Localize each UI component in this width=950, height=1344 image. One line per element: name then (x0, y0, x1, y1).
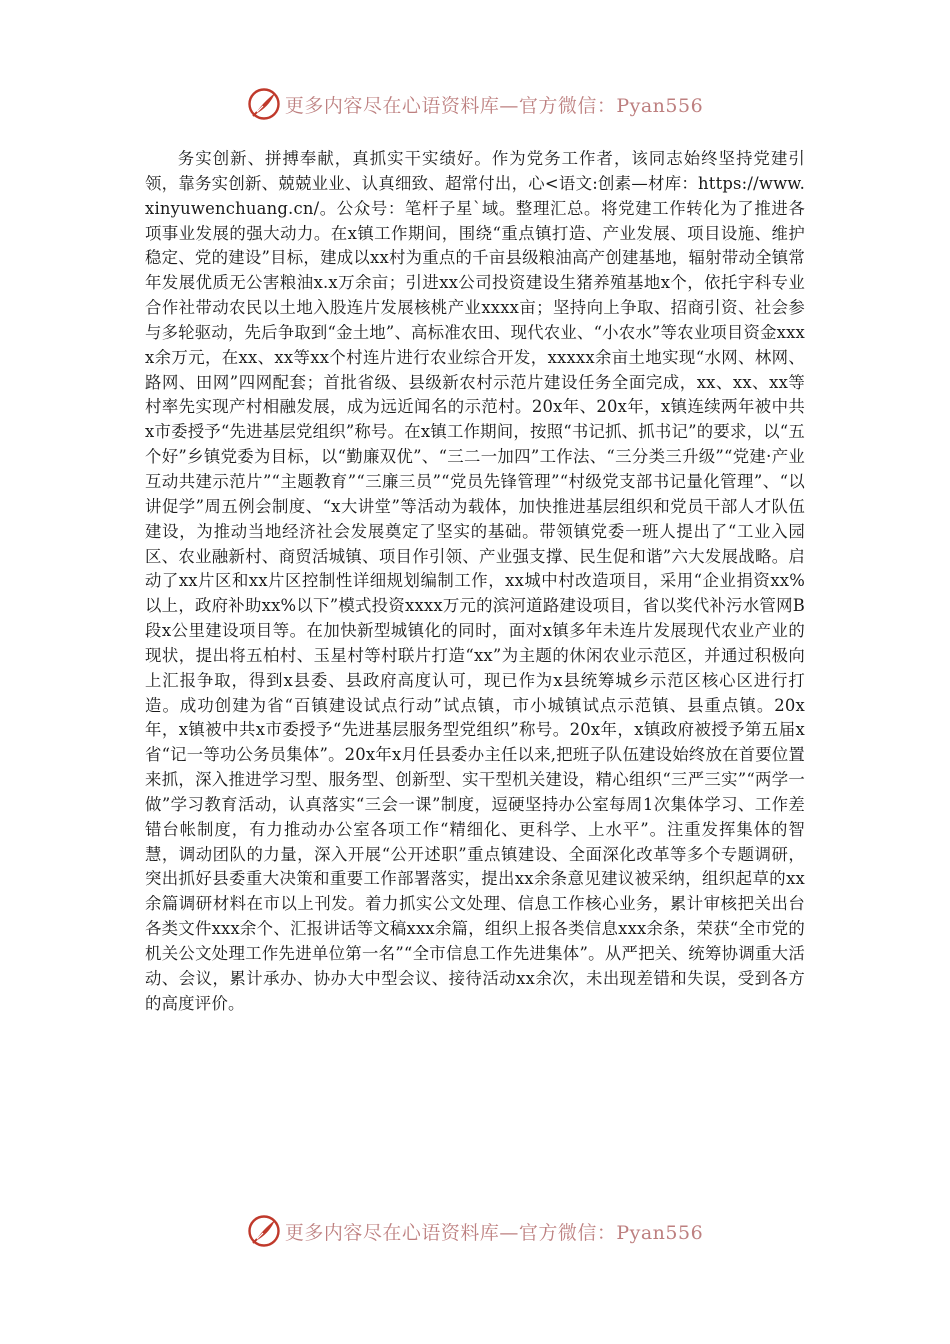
header-banner-inner (247, 87, 703, 121)
quill-pen-logo-icon (247, 1214, 281, 1248)
document-body (145, 147, 805, 1017)
header-banner (0, 84, 950, 124)
quill-pen-logo-icon (247, 87, 281, 121)
footer-banner (0, 1211, 950, 1251)
header-banner-text: 更多内容尽在心语资料库—官方微信：Pyan556 (284, 94, 704, 117)
footer-banner-text: 更多内容尽在心语资料库—官方微信：Pyan556 (284, 1221, 704, 1244)
body-paragraph: 务实创新、拼搏奉献，真抓实干实绩好。作为党务工作者，该同志始终坚持党建引领，靠务实创新、兢兢业业、认真细致、超常付出，心<语文:创素—材库：https://www.xinyuwenchuang.cn/。公众号：笔杆子星`域。整理汇总。将党建工作转化为了推进各项事业发展的强大动力。在x镇工作期间，围绕“重点镇打造、产业发展、项目设施、维护稳定、党的建设”目标，建成以xx村为重点的千亩县级粮油高产创建基地，辐射带动全镇常年发展优质无公害粮油x.x万余亩；引进xx公司投资建设生猪养殖基地x个，依托宇科专业合作社带动农民以土地入股连片发展核桃产业xxxx亩；坚持向上争取、招商引资、社会参与多轮驱动，先后争取到“金土地”、高标准农田、现代农业、“小农水”等农业项目资金xxxx余万元，在xx、xx等xx个村连片进行农业综合开发，xxxxx余亩土地实现“水网、林网、路网、田网”四网配套；首批省级、县级新农村示范片建设任务全面完成，xx、xx、xx等村率先实现产村相融发展，成为远近闻名的示范村。20x年、20x年，x镇连续两年被中共x市委授予“先进基层党组织”称号。在x镇工作期间，按照“书记抓、抓书记”的要求，以“五个好”乡镇党委为目标，以“勤廉双优”、“三二一加四”工作法、“三分类三升级”“党建·产业互动共建示范片”“主题教育”“三廉三员”“党员先锋管理”“村级党支部书记量化管理”、“以讲促学”周五例会制度、“x大讲堂”等活动为载体，加快推进基层组织和党员干部人才队伍建设，为推动当地经济社会发展奠定了坚实的基础。带领镇党委一班人提出了“工业入园区、农业融新村、商贸活城镇、项目作引领、产业强支撑、民生促和谐”六大发展战略。启动了xx片区和xx片区控制性详细规划编制工作，xx城中村改造项目，采用“企业捐资xx%以上，政府补助xx%以下”模式投资xxxx万元的滨河道路建设项目，省以奖代补污水管网B段x公里建设项目等。在加快新型城镇化的同时，面对x镇多年未连片发展现代农业产业的现状，提出将五柏村、玉星村等村联片打造“xx”为主题的休闲农业示范区，并通过积极向上汇报争取，得到x县委、县政府高度认可，现已作为x县统筹城乡示范区核心区进行打造。成功创建为省“百镇建设试点行动”试点镇，市小城镇试点示范镇、县重点镇。20x年，x镇被中共x市委授予“先进基层服务型党组织”称号。20x年，x镇政府被授予第五届x省“记一等功公务员集体”。20x年x月任县委办主任以来,把班子队伍建设始终放在首要位置来抓，深入推进学习型、服务型、创新型、实干型机关建设，精心组织“三严三实”“两学一做”学习教育活动，认真落实“三会一课”制度，逗硬坚持办公室每周1次集体学习、工作差错台帐制度，有力推动办公室各项工作“精细化、更科学、上水平”。注重发挥集体的智慧，调动团队的力量，深入开展“公开述职”重点镇建设、全面深化改革等多个专题调研，突出抓好县委重大决策和重要工作部署落实，提出xx余条意见建议被采纳，组织起草的xx余篇调研材料在市以上刊发。着力抓实公文处理、信息工作核心业务，累计审核把关出台各类文件xxx余个、汇报讲话等文稿xxx余篇，组织上报各类信息xxx余条，荣获“全市党的机关公文处理工作先进单位第一名”“全市信息工作先进集体”。从严把关、统筹协调重大活动、会议，累计承办、协办大中型会议、接待活动xx余次，未出现差错和失误，受到各方的高度评价。 (145, 149, 805, 1013)
footer-banner-inner (247, 1214, 703, 1248)
